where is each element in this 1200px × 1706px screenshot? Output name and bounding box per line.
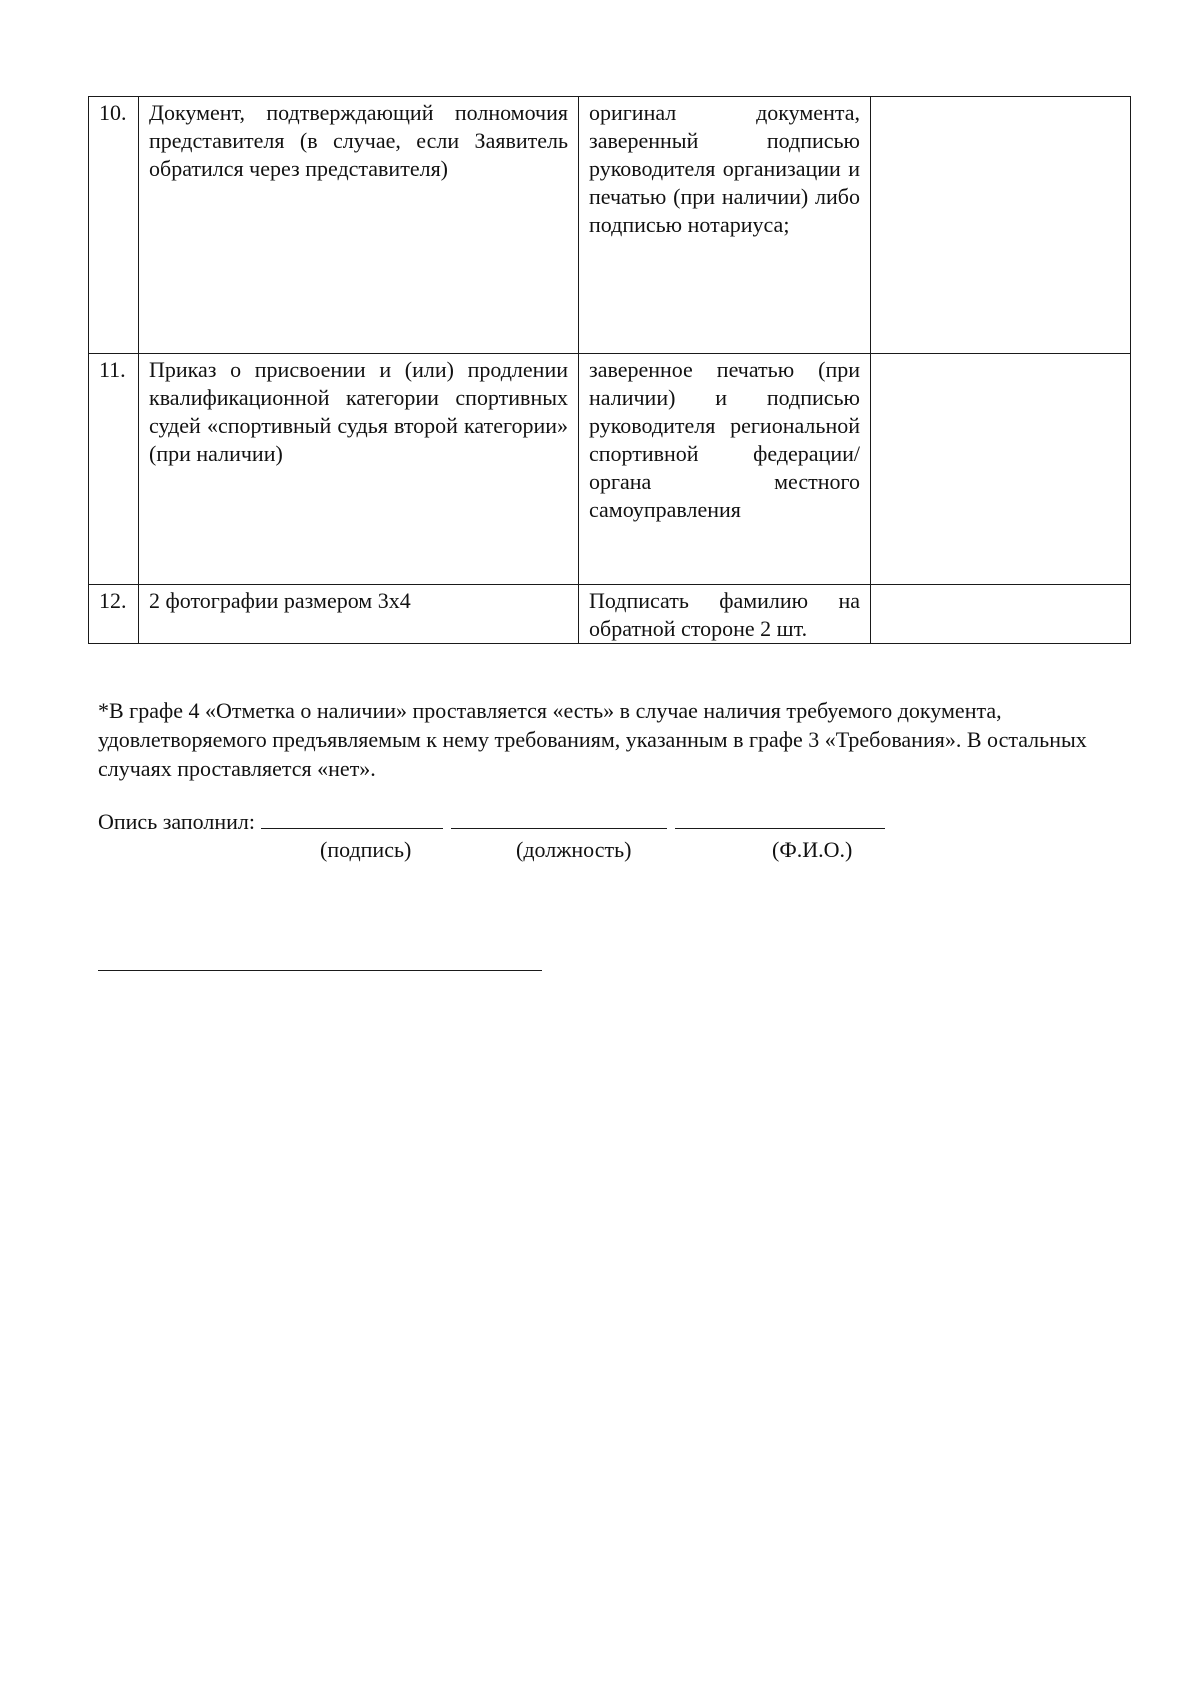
requirement-cell: Подписать фамилию на обратной стороне 2 шт.: [579, 585, 871, 644]
document-inventory-table: [88, 96, 1131, 644]
name-caption: (Ф.И.О.): [772, 837, 853, 862]
document-name-cell: Документ, подтверждающий полномочия представителя (в случае, если Заявитель обратился через представителя): [139, 97, 579, 354]
signature-caption: (подпись): [320, 837, 412, 862]
table-row: [89, 585, 1131, 644]
document-name-cell: Приказ о присвоении и (или) продлении квалификационной категории спортивных судей «спортивный судья второй категории» (при наличии): [139, 354, 579, 585]
document-name-cell: 2 фотографии размером 3x4: [139, 585, 579, 644]
row-number: 10.: [89, 97, 139, 354]
row-number: 12.: [89, 585, 139, 644]
requirement-cell: заверенное печатью (при наличии) и подписью руководителя региональной спортивной федерации/органа местного самоуправления: [579, 354, 871, 585]
position-blank: [451, 806, 667, 829]
availability-mark-cell: [871, 97, 1131, 354]
availability-mark-cell: [871, 354, 1131, 585]
name-blank: [675, 806, 885, 829]
table-row: [89, 354, 1131, 585]
filled-by-label: Опись заполнил:: [98, 809, 255, 834]
signature-blank: [261, 806, 443, 829]
row-number: 11.: [89, 354, 139, 585]
table-row: [89, 97, 1131, 354]
signature-line: [98, 806, 885, 836]
availability-mark-cell: [871, 585, 1131, 644]
position-caption: (должность): [516, 837, 632, 862]
footnote-divider: [98, 970, 542, 971]
requirement-cell: оригинал документа, заверенный подписью руководителя организации и печатью (при наличии) либо подписью нотариуса;: [579, 97, 871, 354]
availability-note: *В графе 4 «Отметка о наличии» проставляется «есть» в случае наличия требуемого документа, удовлетворяемого предъявляемым к нему требованиям, указанным в графе 3 «Требования». В остальных случаях проставляется «нет».: [98, 698, 1087, 781]
